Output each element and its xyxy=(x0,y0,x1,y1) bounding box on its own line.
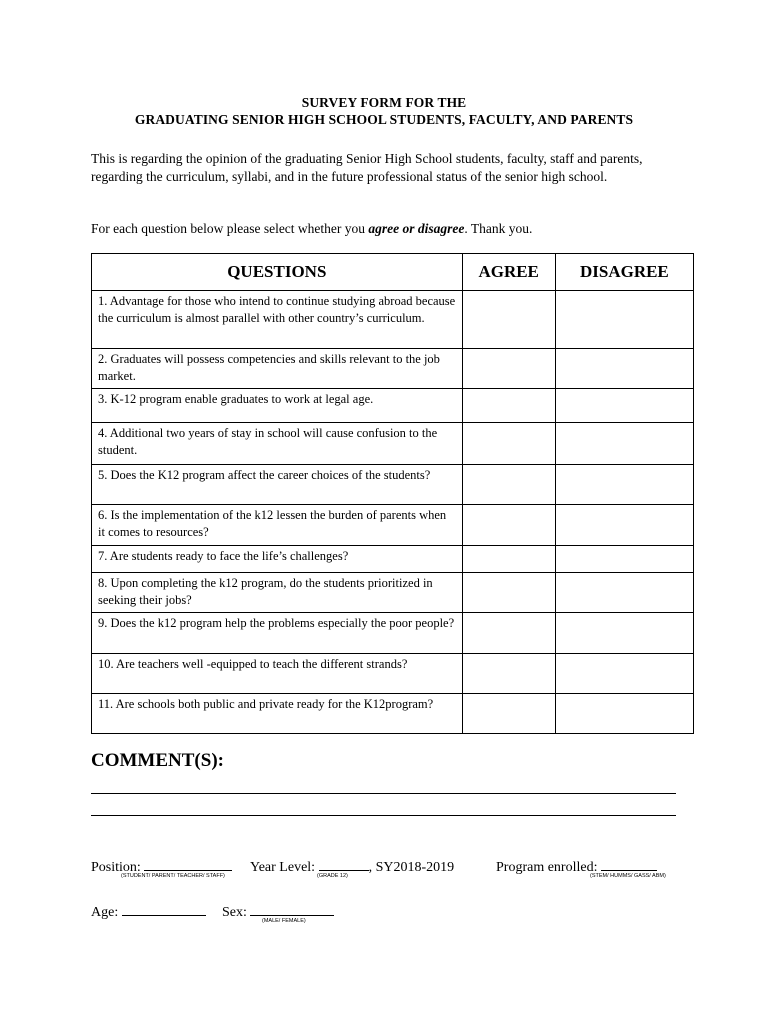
disagree-cell[interactable] xyxy=(555,423,693,465)
agree-cell[interactable] xyxy=(462,654,555,694)
disagree-cell[interactable] xyxy=(555,349,693,389)
disagree-cell[interactable] xyxy=(555,573,693,613)
survey-table xyxy=(91,253,694,734)
question-cell: 3. K-12 program enable graduates to work at legal age. xyxy=(92,389,463,423)
table-row xyxy=(92,389,694,423)
sex-hint: (MALE/ FEMALE) xyxy=(262,918,306,924)
agree-cell[interactable] xyxy=(462,573,555,613)
table-row xyxy=(92,573,694,613)
disagree-cell[interactable] xyxy=(555,389,693,423)
question-cell: 2. Graduates will possess competencies and skills relevant to the job market. xyxy=(92,349,463,389)
agree-cell[interactable] xyxy=(462,546,555,573)
instruction-after: . Thank you. xyxy=(464,221,533,236)
disagree-cell[interactable] xyxy=(555,654,693,694)
question-cell: 7. Are students ready to face the life’s challenges? xyxy=(92,546,463,573)
table-row xyxy=(92,465,694,505)
disagree-cell[interactable] xyxy=(555,546,693,573)
agree-cell[interactable] xyxy=(462,505,555,546)
question-cell: 1. Advantage for those who intend to continue studying abroad because the curriculum is almost parallel with other country’s curriculum. xyxy=(92,291,463,349)
form-title-line2: GRADUATING SENIOR HIGH SCHOOL STUDENTS, FACULTY, AND PARENTS xyxy=(134,112,634,127)
table-row xyxy=(92,423,694,465)
disagree-cell[interactable] xyxy=(555,505,693,546)
form-title-line1: SURVEY FORM FOR THE xyxy=(301,95,467,110)
header-questions: QUESTIONS xyxy=(92,254,463,291)
header-agree: AGREE xyxy=(462,254,555,291)
table-row xyxy=(92,613,694,654)
year-level-blank[interactable] xyxy=(319,857,369,871)
question-cell: 4. Additional two years of stay in school will cause confusion to the student. xyxy=(92,423,463,465)
program-hint: (STEM/ HUMMS/ GASS/ ABM) xyxy=(590,873,666,879)
agree-cell[interactable] xyxy=(462,389,555,423)
agree-cell[interactable] xyxy=(462,291,555,349)
table-header-row xyxy=(92,254,694,291)
instruction-before: For each question below please select whether you xyxy=(91,221,369,236)
sex-label: Sex: xyxy=(222,905,247,920)
table-row xyxy=(92,505,694,546)
question-cell: 10. Are teachers well -equipped to teach the different strands? xyxy=(92,654,463,694)
table-row xyxy=(92,694,694,734)
instruction-text xyxy=(91,221,691,237)
age-blank[interactable] xyxy=(122,902,206,916)
year-level-hint: (GRADE 12) xyxy=(317,873,348,879)
comments-heading: COMMENT(S): xyxy=(91,750,224,771)
table-row xyxy=(92,291,694,349)
position-hint: (STUDENT/ PARENT/ TEACHER/ STAFF) xyxy=(121,873,225,879)
table-row xyxy=(92,349,694,389)
year-level-label: Year Level: xyxy=(250,860,316,875)
disagree-cell[interactable] xyxy=(555,613,693,654)
agree-cell[interactable] xyxy=(462,613,555,654)
program-blank[interactable] xyxy=(601,857,657,871)
comment-line-2[interactable] xyxy=(91,815,676,816)
question-cell: 8. Upon completing the k12 program, do the students prioritized in seeking their jobs? xyxy=(92,573,463,613)
disagree-cell[interactable] xyxy=(555,291,693,349)
table-row xyxy=(92,654,694,694)
disagree-cell[interactable] xyxy=(555,694,693,734)
question-cell: 9. Does the k12 program help the problems especially the poor people? xyxy=(92,613,463,654)
disagree-cell[interactable] xyxy=(555,465,693,505)
agree-cell[interactable] xyxy=(462,349,555,389)
question-cell: 6. Is the implementation of the k12 lessen the burden of parents when it comes to resources? xyxy=(92,505,463,546)
sex-blank[interactable] xyxy=(250,902,334,916)
instruction-emphasis: agree or disagree xyxy=(368,221,465,236)
age-field xyxy=(91,902,206,921)
year-level-field xyxy=(250,857,454,876)
agree-cell[interactable] xyxy=(462,465,555,505)
intro-paragraph: This is regarding the opinion of the graduating Senior High School students, faculty, staff and parents, regarding the curriculum, syllabi, and in the future professional status of the senior high school. xyxy=(91,151,643,184)
agree-cell[interactable] xyxy=(462,694,555,734)
comment-line-1[interactable] xyxy=(91,793,676,794)
table-row xyxy=(92,546,694,573)
school-year-text: , SY2018-2019 xyxy=(368,860,455,875)
position-blank[interactable] xyxy=(144,857,232,871)
program-label: Program enrolled: xyxy=(496,860,598,875)
question-cell: 5. Does the K12 program affect the career choices of the students? xyxy=(92,465,463,505)
age-label: Age: xyxy=(91,905,119,920)
header-disagree: DISAGREE xyxy=(555,254,693,291)
agree-cell[interactable] xyxy=(462,423,555,465)
question-cell: 11. Are schools both public and private ready for the K12program? xyxy=(92,694,463,734)
position-label: Position: xyxy=(91,860,141,875)
